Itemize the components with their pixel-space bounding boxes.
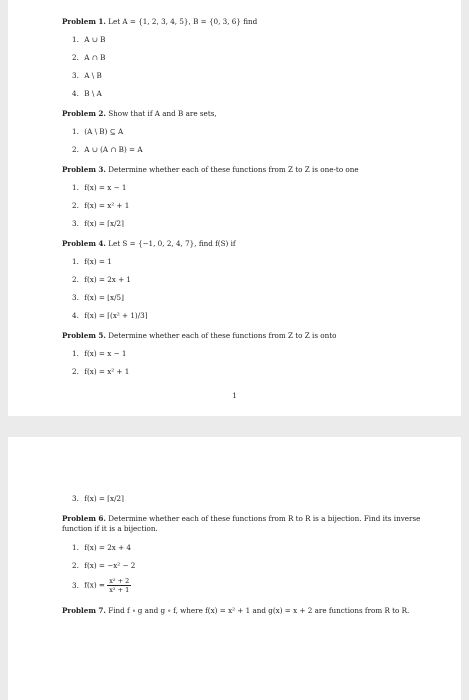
problem-1-heading: Problem 1. [62,17,106,26]
problem-6-heading: Problem 6. [62,514,106,523]
problem-1-item-4: 4. B \ A [72,89,102,98]
problem-7-heading: Problem 7. [62,606,106,615]
problem-1-item-1: 1. A ∪ B [72,35,106,44]
problem-4-text: Let S = {−1, 0, 2, 4, 7}, find f(S) if [108,239,236,248]
problem-5-heading: Problem 5. [62,331,106,340]
problem-3-text: Determine whether each of these functions from Z to Z is one-to one [108,165,359,174]
problem-7 [62,606,431,616]
problem-4-item-3: 3. f(x) = ⌊x/5⌋ [72,293,124,302]
problem-1-item-3: 3. A \ B [72,71,102,80]
problem-2-heading: Problem 2. [62,109,106,118]
problem-3-item-2: 2. f(x) = x² + 1 [72,201,130,210]
page-2 [8,437,461,700]
problem-7-text: Find f ∘ g and g ∘ f, where f(x) = x² + 1 and g(x) = x + 2 are functions from R to R. [108,606,410,615]
problem-5-item-1: 1. f(x) = x − 1 [72,349,127,358]
problem-2 [62,109,431,119]
problem-2-text: Show that if A and B are sets, [108,109,217,118]
problem-4-item-2: 2. f(x) = 2x + 1 [72,275,132,284]
problem-3 [62,165,431,175]
problem-6-item-3: 3. f(x) = $\frac{\text{x² + 2}}{\text{x² + 1}}$ [72,577,130,594]
problem-5 [62,331,431,341]
problem-3-item-3: 3. f(x) = ⌈x/2⌉ [72,219,124,228]
problem-1 [62,17,431,27]
problem-6 [62,514,431,534]
problem-5-item-2: 2. f(x) = x² + 1 [72,367,130,376]
problem-3-heading: Problem 3. [62,165,106,174]
fraction: $\frac{\text{x² + 2}}{\text{x² + 1}}$ [109,577,130,594]
problem-4-item-4: 4. f(x) = ⌈(x² + 1)/3⌉ [72,311,148,320]
problem-2-item-2: 2. A ∪ (A ∩ B) = A [72,145,143,154]
problem-6-item-1: 1. f(x) = 2x + 4 [72,543,132,552]
page-number: 1 [232,391,237,400]
problem-6-text: Determine whether each of these functions from R to R is a bijection. Find its inverse function if it is a bijection. [62,514,421,533]
problem-1-item-2: 2. A ∩ B [72,53,106,62]
problem-6-item-2: 2. f(x) = −x² − 2 [72,561,136,570]
problem-3-item-1: 1. f(x) = x − 1 [72,183,127,192]
problem-1-text: Let A = {1, 2, 3, 4, 5}, B = {0, 3, 6} find [108,17,258,26]
problem-2-item-1: 1. (A \ B) ⊆ A [72,127,124,136]
problem-5-item-3: 3. f(x) = ⌈x/2⌉ [72,494,124,503]
problem-4-heading: Problem 4. [62,239,106,248]
page-1 [8,0,461,416]
problem-4-item-1: 1. f(x) = 1 [72,257,112,266]
problem-4 [62,239,431,249]
problem-5-text: Determine whether each of these functions from Z to Z is onto [108,331,337,340]
